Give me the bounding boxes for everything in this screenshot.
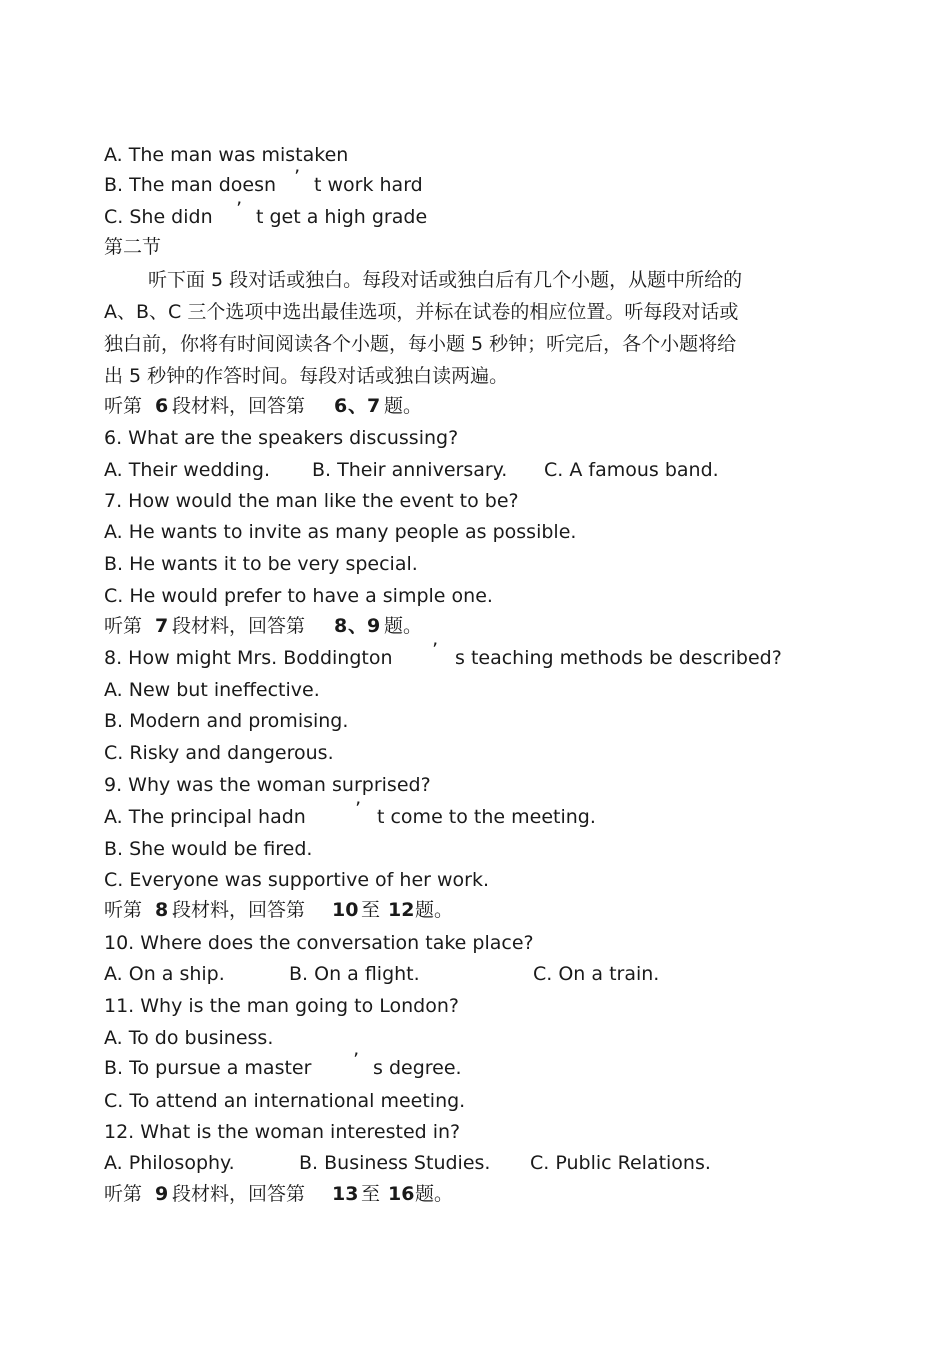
material-number: 9 [155, 1183, 169, 1205]
question-text: 8. How might Mrs. Boddington [104, 647, 393, 669]
instructions-paragraph [104, 264, 824, 394]
apostrophe: ’ [432, 639, 439, 661]
material-text: 段材料，回答第 [172, 1183, 306, 1205]
option-c: C. A famous band. [544, 459, 719, 481]
option-a: A. Their wedding. [104, 459, 270, 481]
option-text: t get a high grade [256, 206, 428, 228]
option-c: C. Everyone was supportive of her work. [104, 869, 490, 891]
option-text: C. She didn [104, 206, 213, 228]
option-b: B. Their anniversary. [312, 459, 508, 481]
material-text: 听第 [104, 1183, 143, 1205]
material-text: 听第 [104, 899, 143, 921]
material-text: 段材料，回答第 [172, 899, 306, 921]
question-range-sep: 、 [348, 615, 368, 637]
question-range-end: 9 [367, 615, 381, 637]
apostrophe: ’ [294, 166, 301, 188]
apostrophe: ’ [236, 198, 243, 220]
option-b: B. On a flight. [289, 963, 420, 985]
instructions-line: 独白前，你将有时间阅读各个小题，每小题 5 秒钟；听完后，各个小题将给 [104, 333, 737, 355]
material-text: 段材料，回答第 [172, 395, 306, 417]
question-text: 6. What are the speakers discussing? [104, 427, 459, 449]
question-range-sep: 、 [348, 395, 368, 417]
option-c: C. Risky and dangerous. [104, 742, 334, 764]
material-number: 8 [155, 899, 169, 921]
instructions-line: A、B、C 三个选项中选出最佳选项，并标在试卷的相应位置。听每段对话或 [104, 301, 739, 323]
option-a: A. New but ineffective. [104, 679, 320, 701]
question-range-start: 6 [334, 395, 348, 417]
option-a: A. To do business. [104, 1027, 274, 1049]
option-c: C. Public Relations. [530, 1152, 711, 1174]
option-b: B. She would be fired. [104, 838, 313, 860]
apostrophe: ’ [355, 798, 362, 820]
option-text: B. The man doesn [104, 174, 277, 196]
option-b: B. Modern and promising. [104, 710, 349, 732]
material-text: 题。 [415, 899, 454, 921]
question-text: 7. How would the man like the event to be? [104, 490, 519, 512]
instructions-line: 听下面 5 段对话或独白。每段对话或独白后有几个小题，从题中所给的 [148, 269, 743, 291]
instructions-line: 出 5 秒钟的作答时间。每段对话或独白读两遍。 [104, 365, 509, 387]
question-range-sep: 至 [361, 899, 381, 921]
option-c: C. He would prefer to have a simple one. [104, 585, 493, 607]
option-text: A. The man was mistaken [104, 144, 349, 166]
option-b: B. Business Studies. [299, 1152, 491, 1174]
question-text: 9. Why was the woman surprised? [104, 774, 431, 796]
question-range-sep: 至 [361, 1183, 381, 1205]
question-text: 10. Where does the conversation take place? [104, 932, 534, 954]
apostrophe: ’ [353, 1049, 360, 1071]
material-text: 题。 [415, 1183, 454, 1205]
material-text: 题。 [384, 395, 423, 417]
question-range-end: 12 [388, 899, 415, 921]
question-text: 12. What is the woman interested in? [104, 1121, 461, 1143]
material-text: 题。 [384, 615, 423, 637]
option-a: t come to the meeting. [377, 806, 596, 828]
option-a: A. The principal hadn [104, 806, 306, 828]
option-b: B. He wants it to be very special. [104, 553, 418, 575]
option-a: A. On a ship. [104, 963, 225, 985]
question-range-start: 8 [334, 615, 348, 637]
material-text: 段材料，回答第 [172, 615, 306, 637]
question-range-end: 7 [367, 395, 381, 417]
material-text: 听第 [104, 395, 143, 417]
material-text: 听第 [104, 615, 143, 637]
material-number: 6 [155, 395, 169, 417]
question-text: 11. Why is the man going to London? [104, 995, 459, 1017]
option-b: B. To pursue a master [104, 1057, 312, 1079]
section-heading-text: 第二节 [104, 236, 162, 258]
question-text: s teaching methods be described? [455, 647, 782, 669]
question-range-start: 10 [332, 899, 359, 921]
option-text: t work hard [314, 174, 423, 196]
option-a: A. Philosophy. [104, 1152, 235, 1174]
material-number: 7 [155, 615, 169, 637]
question-range-end: 16 [388, 1183, 415, 1205]
option-a: A. He wants to invite as many people as possible. [104, 521, 577, 543]
option-c: C. On a train. [533, 963, 660, 985]
question-range-start: 13 [332, 1183, 359, 1205]
option-b: s degree. [373, 1057, 462, 1079]
option-c: C. To attend an international meeting. [104, 1090, 466, 1112]
